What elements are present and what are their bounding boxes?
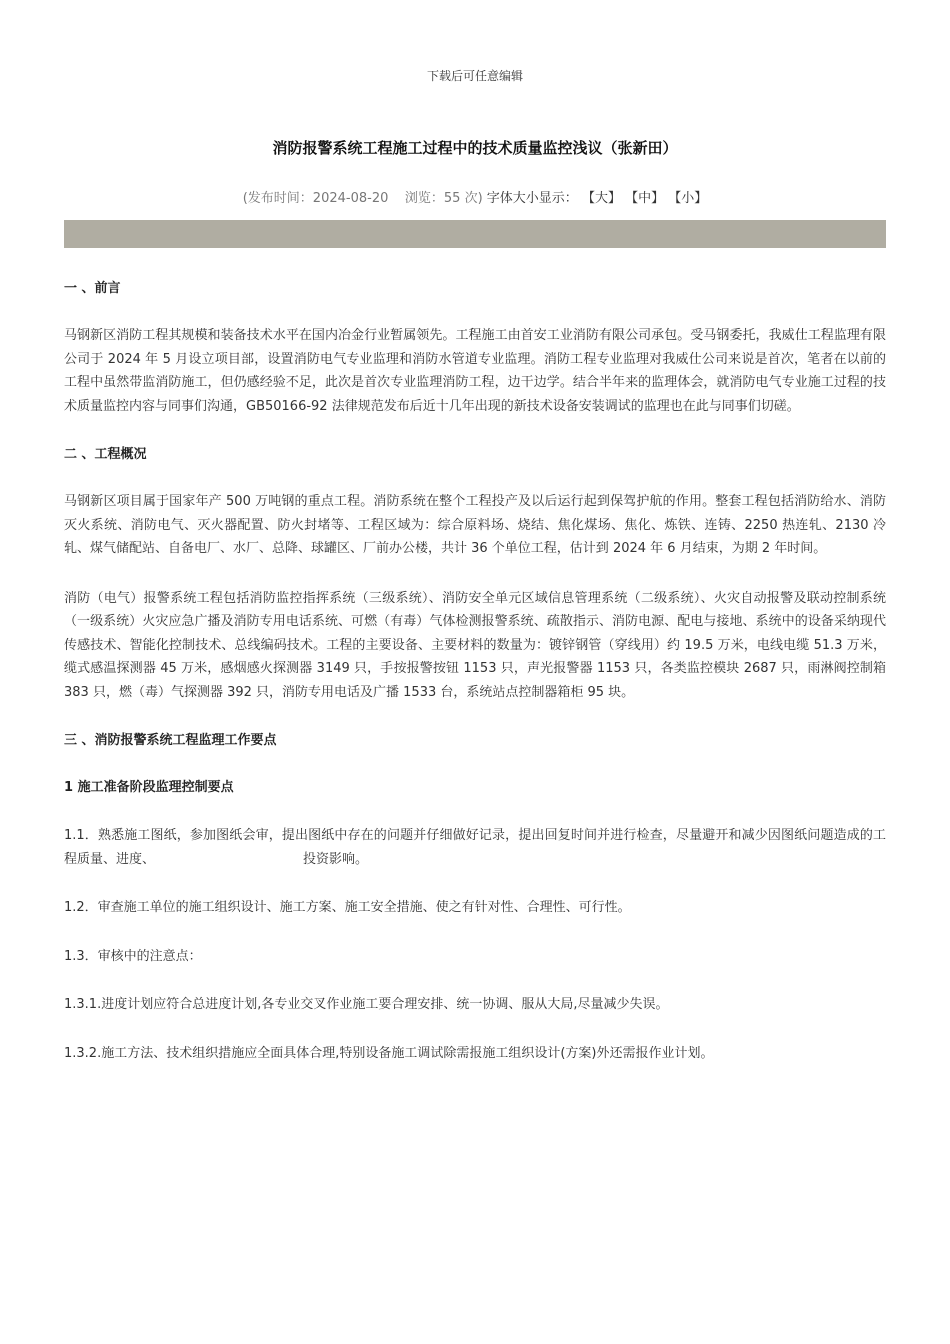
article-body xyxy=(64,278,886,1065)
list-item: 1.3．审核中的注意点： xyxy=(64,948,202,964)
publish-date: (发布时间：2024-08-20 xyxy=(242,191,389,206)
paragraph: 马钢新区消防工程其规模和装备技术水平在国内冶金行业暂属领先。工程施工由首安工业消防有限公司承包。受马钢委托，我威仕工程监理有限公司于 2024 年 5 月设立项目部，设置消防电气专业监理和消防水管道专业监理。消防工程专业监理对我威仕公司来说是首次，笔者在以前的工程中虽然带监消防施工，但仍感经验不足，此次是首次专业监理消防工程，边干边学。结合半年来的监理体会，就消防电气专业施工过程的技术质量监控内容与同事们沟通，GB50166-92 法律规范发布后近十几年出现的新技术设备安装调试的监理也在此与同事们切磋。 xyxy=(64,328,886,414)
paragraph: 消防（电气）报警系统工程包括消防监控指挥系统（三级系统）、消防安全单元区域信息管理系统（二级系统）、火灾自动报警及联动控制系统（一级系统）火灾应急广播及消防专用电话系统、可燃（有毒）气体检测报警系统、疏散指示、消防电源、配电与接地、系统中的设备采纳现代传感技术、智能化控制技术、总线编码技术。工程的主要设备、主要材料的数量为：镀锌钢管（穿线用）约 19.5 万米，电线电缆 51.3 万米，缆式感温探测器 45 万米，感烟感火探测器 3149 只，手按报警按钮 1153 只，声光报警器 1153 只，各类监控模块 2687 只，雨淋阀控制箱 383 只，燃（毒）气探测器 392 只，消防专用电话及广播 1533 台，系统站点控制器箱柜 95 块。 xyxy=(64,590,886,700)
list-item xyxy=(64,824,886,871)
font-size-label: 字体大小显示： xyxy=(486,191,578,206)
article-meta xyxy=(0,187,950,206)
list-item-text: 投资影响。 xyxy=(303,851,369,867)
list-item: 1.2．审查施工单位的施工组织设计、施工方案、施工安全措施、使之有针对性、合理性、可行性。 xyxy=(64,900,631,915)
section-heading-overview: 二 、工程概况 xyxy=(64,447,147,462)
list-item-text: 1.1．熟悉施工图纸，参加图纸会审，提出图纸中存在的问题并仔细做好记录，提出回复时间并进行检查，尽量避开和减少因图纸问题造成的工程质量、进度、 xyxy=(64,828,886,867)
font-size-medium-link[interactable]: 【中】 xyxy=(625,191,665,206)
section-heading-key-points: 三 、消防报警系统工程监理工作要点 xyxy=(64,733,277,748)
list-item: 1.3.2.施工方法、技术组织措施应全面具体合理,特别设备施工调试除需报施工组织设计(方案)外还需报作业计划。 xyxy=(64,1045,714,1061)
subsection-heading: 1 施工准备阶段监理控制要点 xyxy=(64,780,234,795)
view-count: 浏览：55 次) xyxy=(404,191,483,206)
paragraph: 马钢新区项目属于国家年产 500 万吨钢的重点工程。消防系统在整个工程投产及以后运行起到保驾护航的作用。整套工程包括消防给水、消防灭火系统、消防电气、灭火器配置、防火封堵等、工程区域为：综合原料场、烧结、焦化煤场、焦化、炼铁、连铸、2250 热连轧、2130 冷轧、煤气储配站、自备电厂、水厂、总降、球罐区、厂前办公楼，共计 36 个单位工程，估计到 2024 年 6 月结束，为期 2 年时间。 xyxy=(64,494,886,556)
download-note: 下载后可任意编辑 xyxy=(426,69,523,83)
font-size-small-link[interactable]: 【小】 xyxy=(668,191,708,206)
font-size-large-link[interactable]: 【大】 xyxy=(581,191,621,206)
separator-bar xyxy=(64,220,886,248)
section-heading-preface: 一 、前言 xyxy=(64,281,121,296)
list-item: 1.3.1.进度计划应符合总进度计划,各专业交叉作业施工要合理安排、统一协调、服从大局,尽量减少失误。 xyxy=(64,997,669,1012)
article-title: 消防报警系统工程施工过程中的技术质量监控浅议（张新田） xyxy=(272,139,678,157)
